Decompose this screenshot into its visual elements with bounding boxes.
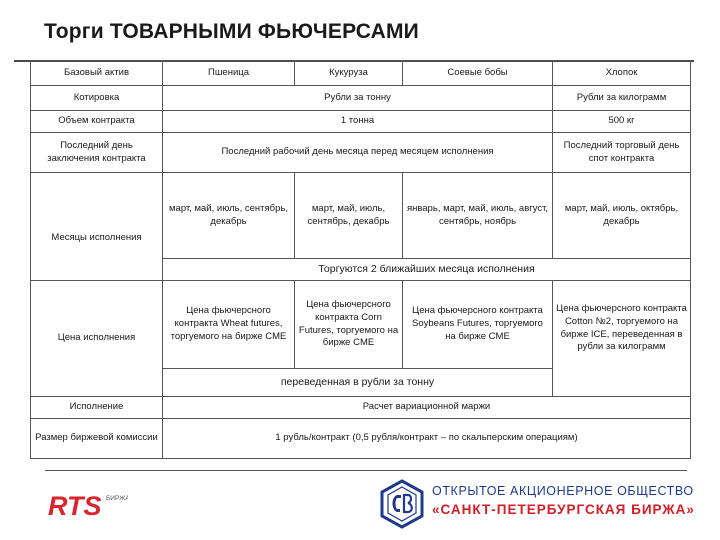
months-corn: март, май, июль, сентябрь, декабрь xyxy=(295,173,403,259)
price-cotton: Цена фьючерсного контракта Cotton №2, торгуемого на бирже ICE, переведенная в рубли за килограмм xyxy=(553,281,691,397)
execution-value: Расчет вариационной маржи xyxy=(163,397,691,419)
volume-cotton: 500 кг xyxy=(553,111,691,133)
volume-grain: 1 тонна xyxy=(163,111,553,133)
header-corn: Кукуруза xyxy=(295,61,403,86)
header-wheat: Пшеница xyxy=(163,61,295,86)
rts-logo xyxy=(48,488,128,527)
futures-spec-table xyxy=(30,60,691,459)
row-label-quote: Котировка xyxy=(31,86,163,111)
price-soybeans: Цена фьючерсного контракта Soybeans Futures, торгуемого на бирже CME xyxy=(403,281,553,369)
row-label-volume: Объем контракта xyxy=(31,111,163,133)
row-label-last-day: Последний день заключения контракта xyxy=(31,133,163,173)
table-row-volume xyxy=(31,111,691,133)
table-row-last-day xyxy=(31,133,691,173)
table-row-quote xyxy=(31,86,691,111)
row-label-price: Цена исполнения xyxy=(31,281,163,397)
row-label-execution: Исполнение xyxy=(31,397,163,419)
last-day-cotton: Последний торговый день спот контракта xyxy=(553,133,691,173)
row-label-commission: Размер биржевой комиссии xyxy=(31,419,163,459)
price-wheat: Цена фьючерсного контракта Wheat futures, торгуемого на бирже CME xyxy=(163,281,295,369)
header-soybeans: Соевые бобы xyxy=(403,61,553,86)
months-note: Торгуются 2 ближайших месяца исполнения xyxy=(163,259,691,281)
quote-grain: Рубли за тонну xyxy=(163,86,553,111)
table-row-price xyxy=(31,281,691,369)
quote-cotton: Рубли за килограмм xyxy=(553,86,691,111)
rts-logo-subtext: БИРЖА xyxy=(106,495,128,502)
price-note: переведенная в рубли за тонну xyxy=(163,369,553,397)
spb-emblem-icon xyxy=(378,479,426,534)
months-wheat: март, май, июль, сентябрь, декабрь xyxy=(163,173,295,259)
row-label-months: Месяцы исполнения xyxy=(31,173,163,281)
months-soybeans: январь, март, май, июль, август, сентябрь, ноябрь xyxy=(403,173,553,259)
spb-name-line1: ОТКРЫТОЕ АКЦИОНЕРНОЕ ОБЩЕСТВО xyxy=(432,484,694,498)
table-row-commission xyxy=(31,419,691,459)
table-row-execution xyxy=(31,397,691,419)
commission-value: 1 рубль/контракт (0,5 рубля/контракт – по скальперским операциям) xyxy=(163,419,691,459)
footer-divider xyxy=(45,470,687,471)
rts-logo-text: RTS xyxy=(48,491,102,521)
header-cotton: Хлопок xyxy=(553,61,691,86)
table-row-months xyxy=(31,173,691,259)
months-cotton: март, май, июль, октябрь, декабрь xyxy=(553,173,691,259)
price-corn: Цена фьючерсного контракта Corn Futures, торгуемого на бирже CME xyxy=(295,281,403,369)
spb-name-line2: «САНКТ-ПЕТЕРБУРГСКАЯ БИРЖА» xyxy=(432,502,695,517)
last-day-grain: Последний рабочий день месяца перед месяцем исполнения xyxy=(163,133,553,173)
page-title: Торги ТОВАРНЫМИ ФЬЮЧЕРСАМИ xyxy=(44,20,419,43)
table-row-header xyxy=(31,61,691,86)
header-base-asset: Базовый актив xyxy=(31,61,163,86)
